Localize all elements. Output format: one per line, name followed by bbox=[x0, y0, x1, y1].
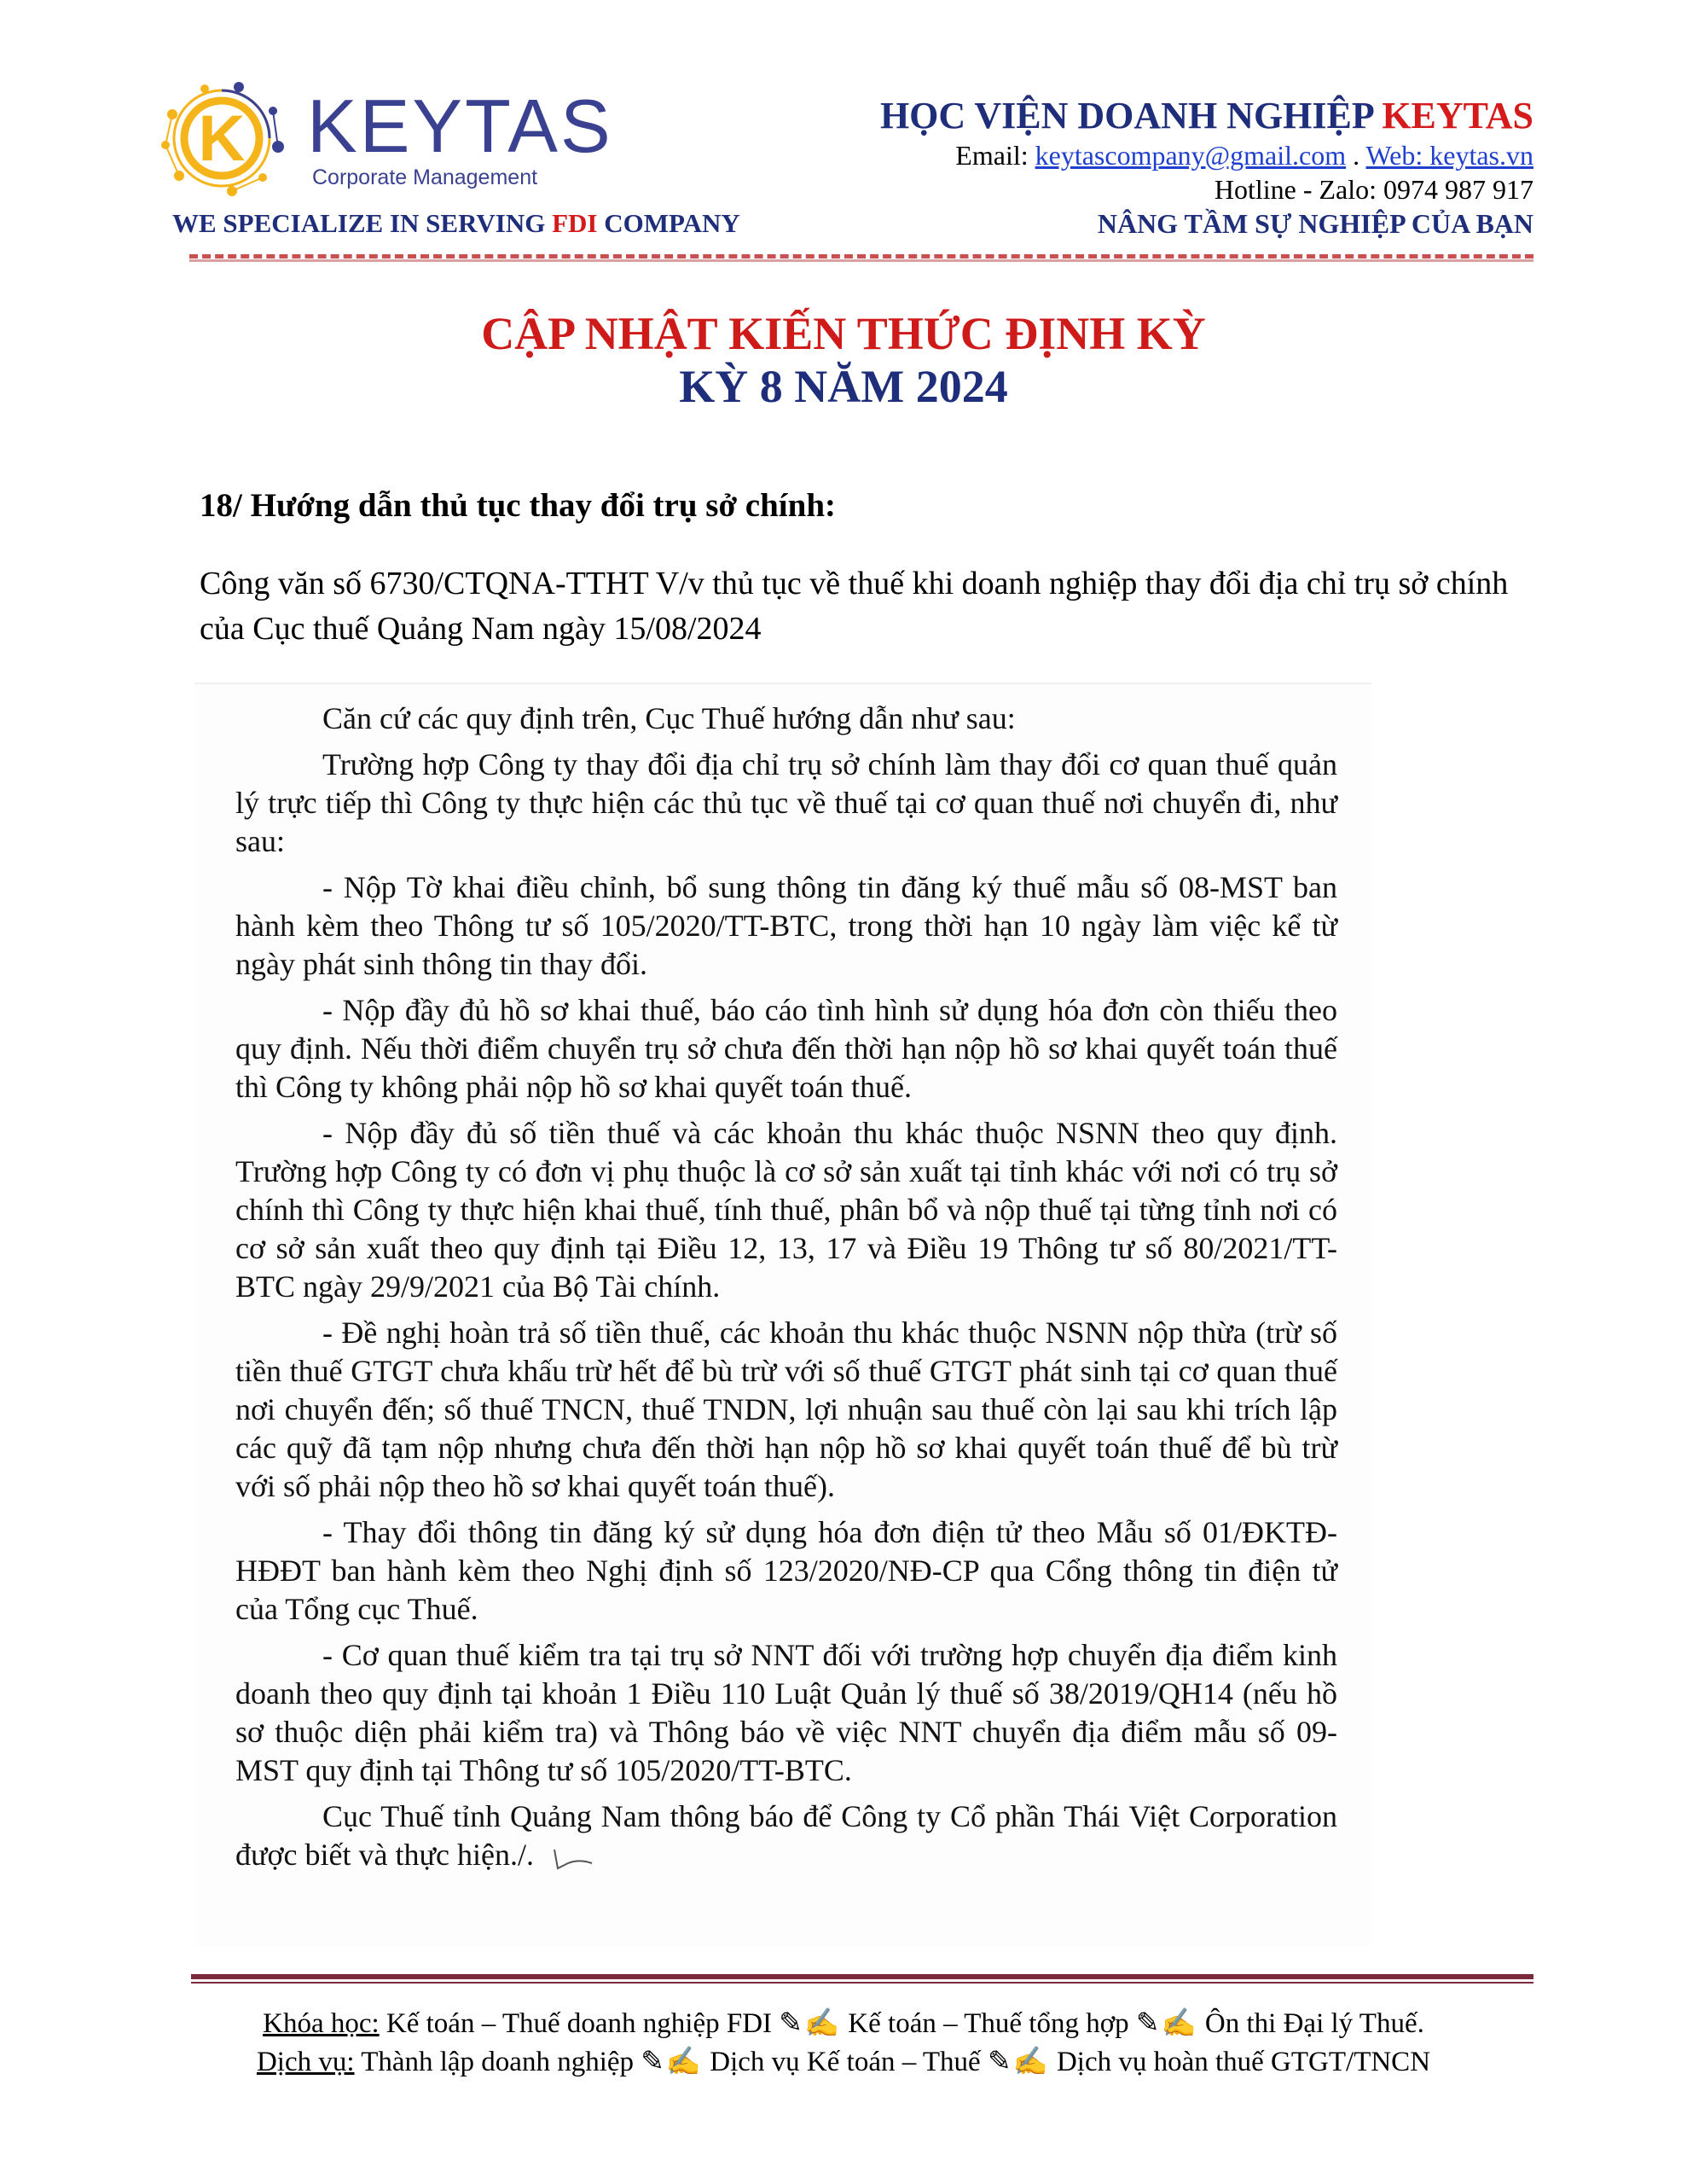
section-heading: 18/ Hướng dẫn thủ tục thay đổi trụ sở chính: bbox=[200, 487, 837, 524]
svg-text:K: K bbox=[198, 102, 246, 175]
footer-services: Dịch vụ: Thành lập doanh nghiệp ✎✍ Dịch vụ Kế toán – Thuế ✎✍ Dịch vụ hoàn thuế GTGT/TNCN bbox=[256, 2047, 1431, 2077]
company-tagline: WE SPECIALIZE IN SERVING FDI COMPANY bbox=[172, 208, 740, 238]
doc-paragraph: Căn cứ các quy định trên, Cục Thuế hướng dẫn như sau: bbox=[322, 701, 1016, 735]
pencil-icon: ✎✍ bbox=[779, 2008, 842, 2039]
hotline: Hotline - Zalo: 0974 987 917 bbox=[1214, 173, 1533, 205]
header-contact-block bbox=[766, 96, 1533, 241]
doc-paragraph-closing: Cục Thuế tỉnh Quảng Nam thông báo để Công ty Cổ phần Thái Việt Corporation được biết và thực hiện./. bbox=[235, 1798, 1337, 1877]
contact-line: Email: keytascompany@gmail.com . Web: keytas.vn bbox=[955, 139, 1533, 171]
section-intro: Công văn số 6730/CTQNA-TTHT V/v thủ tục về thuế khi doanh nghiệp thay đổi địa chỉ trụ sở chính của Cục thuế Quảng Nam ngày 15/08/2024 bbox=[200, 566, 1509, 648]
footer-courses-label: Khóa học: bbox=[263, 2008, 380, 2039]
tagline-highlight: FDI bbox=[552, 208, 598, 238]
doc-paragraph: - Thay đổi thông tin đăng ký sử dụng hóa đơn điện tử theo Mẫu số 01/ĐKTĐ- HĐĐT ban hành kèm theo Nghị định số 123/2020/NĐ-CP qua Cổng thông tin điện tử của Tổng cục Thuế. bbox=[235, 1515, 1337, 1626]
page-header bbox=[0, 0, 1687, 273]
footer-courses: Khóa học: Kế toán – Thuế doanh nghiệp FDI ✎✍ Kế toán – Thuế tổng hợp ✎✍ Ôn thi Đại lý Thuế. bbox=[263, 2008, 1424, 2039]
academy-name: HỌC VIỆN DOANH NGHIỆP KEYTAS bbox=[879, 95, 1533, 136]
slogan: NÂNG TẦM SỰ NGHIỆP CỦA BẠN bbox=[1097, 207, 1533, 239]
pencil-icon: ✎✍ bbox=[987, 2047, 1050, 2077]
doc-paragraph: - Nộp Tờ khai điều chỉnh, bổ sung thông tin đăng ký thuế mẫu số 08-MST ban hành kèm theo Thông tư số 105/2020/TT-BTC, trong thời hạn 10 ngày làm việc kể từ ngày phát sinh thông tin thay đổi. bbox=[235, 870, 1337, 981]
page-subtitle: KỲ 8 NĂM 2024 bbox=[679, 361, 1008, 412]
academy-brand: KEYTAS bbox=[1382, 95, 1533, 136]
logo-subtitle: Corporate Management bbox=[312, 166, 538, 189]
doc-paragraph: Trường hợp Công ty thay đổi địa chỉ trụ sở chính làm thay đổi cơ quan thuế quản lý trực tiếp thì Công ty thực hiện các thủ tục về thuế tại cơ quan thuế nơi chuyển đi, như sau: bbox=[235, 747, 1337, 858]
scanned-document-text bbox=[235, 700, 1337, 1885]
website-link[interactable]: Web: keytas.vn bbox=[1365, 139, 1533, 171]
keytas-emblem-icon bbox=[154, 77, 307, 205]
doc-paragraph: - Nộp đầy đủ hồ sơ khai thuế, báo cáo tình hình sử dụng hóa đơn còn thiếu theo quy định. Nếu thời điểm chuyển trụ sở chưa đến thời hạn nộp hồ sơ khai quyết toán thuế thì Công ty không phải nộp hồ sơ khai quyết toán thuế. bbox=[235, 993, 1337, 1104]
logo-wordmark: KEYTAS bbox=[307, 84, 613, 168]
doc-paragraph: - Cơ quan thuế kiểm tra tại trụ sở NNT đối với trường hợp chuyển địa điểm kinh doanh theo quy định tại khoản 1 Điều 110 Luật Quản lý thuế số 38/2019/QH14 (nếu hồ sơ thuộc diện phải kiểm tra) và Thông báo về việc NNT chuyển địa điểm mẫu số 09-MST quy định tại Thông tư số 105/2020/TT-BTC. bbox=[235, 1638, 1337, 1787]
email-link[interactable]: keytascompany@gmail.com bbox=[1035, 139, 1347, 171]
pencil-icon: ✎✍ bbox=[1135, 2008, 1198, 2039]
initials-mark-icon bbox=[548, 1843, 599, 1877]
footer-divider bbox=[191, 1974, 1533, 1984]
doc-paragraph: - Đề nghị hoàn trả số tiền thuế, các khoản thu khác thuộc NSNN nộp thừa (trừ số tiền thuế GTGT chưa khấu trừ hết để bù trừ với số thuế GTGT phát sinh tại cơ quan thuế nơi chuyển đến; số thuế TNCN, thuế TNDN, lợi nhuận sau thuế còn lại sau khi trích lập các quỹ đã tạm nộp nhưng chưa đến thời hạn nộp hồ sơ khai quyết toán thuế để bù trừ với số phải nộp theo hồ sơ khai quyết toán thuế). bbox=[235, 1316, 1337, 1503]
header-divider bbox=[189, 254, 1533, 263]
keytas-logo bbox=[154, 77, 613, 205]
footer-services-label: Dịch vụ: bbox=[256, 2047, 355, 2077]
pencil-icon: ✎✍ bbox=[641, 2047, 704, 2077]
scanned-document bbox=[194, 682, 1371, 1947]
page-footer bbox=[0, 2005, 1687, 2082]
page-title: CẬP NHẬT KIẾN THỨC ĐỊNH KỲ bbox=[481, 308, 1206, 359]
doc-paragraph: - Nộp đầy đủ số tiền thuế và các khoản thu khác thuộc NSNN theo quy định. Trường hợp Công ty có đơn vị phụ thuộc là cơ sở sản xuất tại tỉnh khác với nơi có trụ sở chính thì Công ty thực hiện khai thuế, tính thuế, phân bổ và nộp thuế tại từng tỉnh nơi có cơ sở sản xuất theo quy định tại Điều 12, 13, 17 và Điều 19 Thông tư số 80/2021/TT-BTC ngày 29/9/2021 của Bộ Tài chính. bbox=[235, 1116, 1337, 1304]
